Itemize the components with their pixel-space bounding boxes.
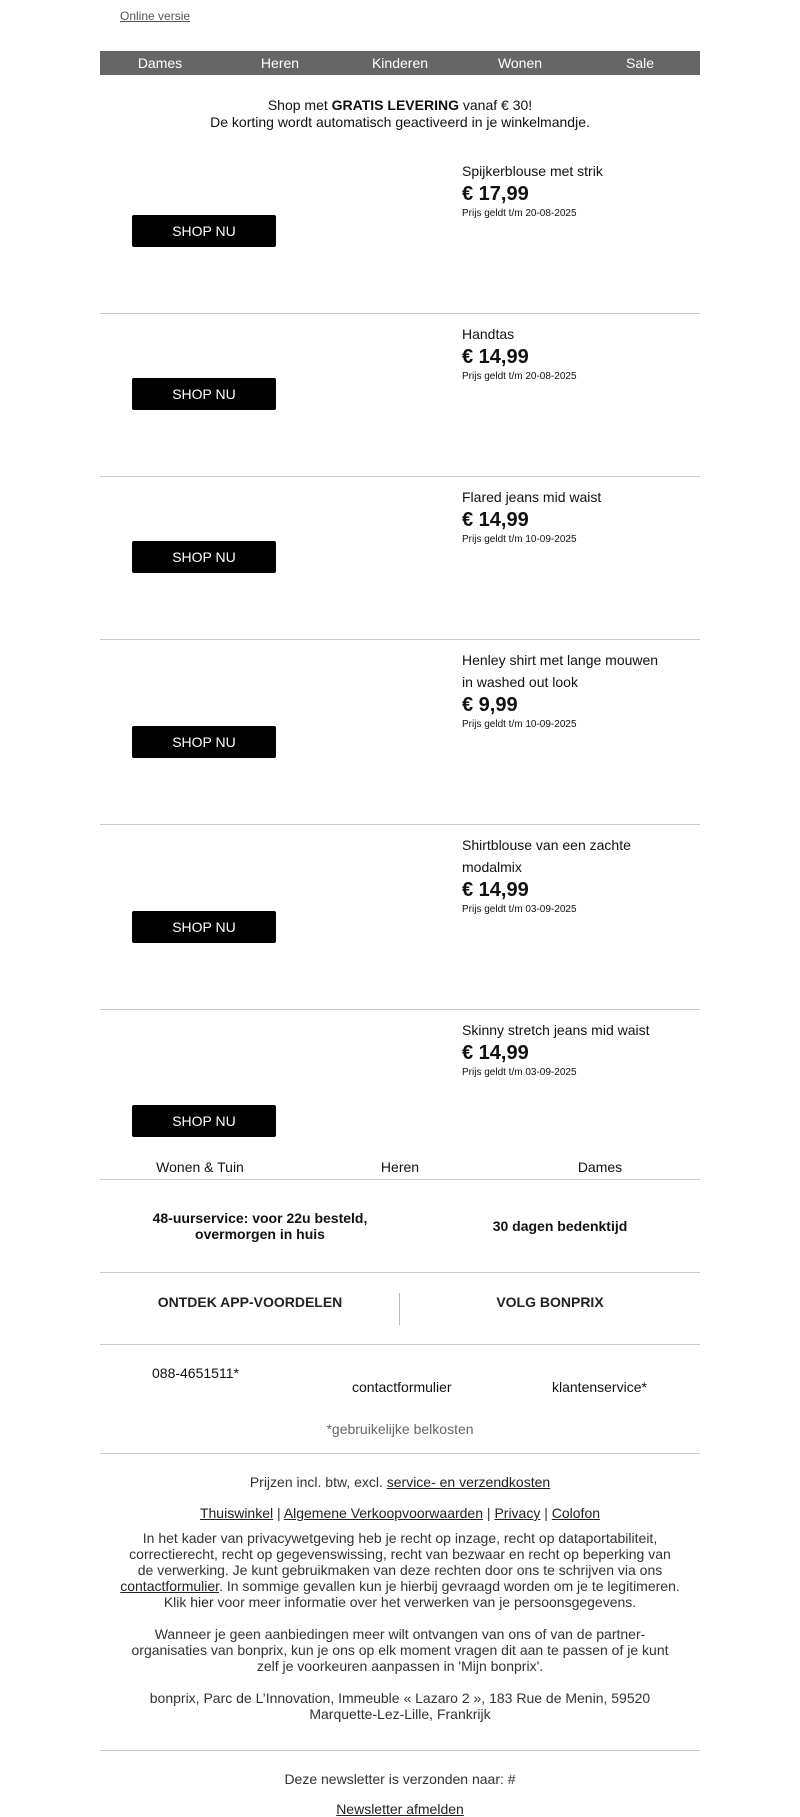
terms-link[interactable]: Algemene Verkoopvoorwaarden	[283, 1505, 484, 1521]
app-follow-bar	[100, 1273, 700, 1345]
sent-to-text: Deze newsletter is verzonden naar: #	[284, 1771, 516, 1787]
shop-now-button[interactable]: SHOP NU	[132, 911, 276, 943]
newsletter	[100, 0, 700, 1817]
usp-delivery: 48-uurservice: voor 22u besteld, overmorgen in huis	[152, 1210, 368, 1242]
product-price: € 14,99	[462, 1042, 529, 1064]
product-price: € 17,99	[462, 183, 529, 205]
price-validity: Prijs geldt t/m 10-09-2025	[462, 719, 577, 730]
shop-now-button[interactable]: SHOP NU	[132, 541, 276, 573]
nav-heren[interactable]: Heren	[260, 55, 300, 71]
product-card	[100, 477, 700, 640]
optout-text: Wanneer je geen aanbiedingen meer wilt ontvangen van ons of van de partner-organisaties van bonprix, kun je ons op elk moment vragen dit aan te passen of je kunt zelf je voorkeuren aanpassen in 'Mijn bonprix'.	[131, 1626, 669, 1674]
call-cost-note: *gebruikelijke belkosten	[100, 1421, 700, 1454]
divider	[399, 1293, 400, 1325]
shop-now-button[interactable]: SHOP NU	[132, 215, 276, 247]
product-card	[100, 1010, 700, 1159]
main-nav	[100, 51, 700, 75]
colofon-link[interactable]: Colofon	[551, 1505, 601, 1521]
phone-number[interactable]: 088-4651511*	[152, 1365, 239, 1381]
product-list	[100, 151, 700, 1159]
product-card	[100, 825, 700, 1010]
contact-form-link[interactable]: contactformulier	[352, 1379, 452, 1395]
nav-wonen[interactable]: Wonen	[497, 55, 543, 71]
nav-kinderen[interactable]: Kinderen	[371, 55, 429, 71]
product-info	[462, 1019, 672, 1081]
product-info	[462, 834, 672, 918]
product-card	[100, 314, 700, 477]
product-info	[462, 649, 672, 733]
product-name[interactable]: Shirtblouse van een zachte modalmix	[462, 837, 631, 875]
promo-banner	[100, 75, 700, 131]
shop-now-button[interactable]: SHOP NU	[132, 378, 276, 410]
footer	[100, 1474, 700, 1722]
product-name[interactable]: Henley shirt met lange mouwen in washed out look	[462, 652, 659, 690]
privacy-contact-form-link[interactable]: contactformulier	[120, 1578, 220, 1594]
prices-note: Prijzen incl. btw, excl. service- en verzendkosten	[249, 1474, 551, 1490]
newsletter-footer	[100, 1750, 700, 1817]
product-name[interactable]: Spijkerblouse met strik	[462, 163, 603, 179]
product-info	[462, 160, 672, 222]
shipping-costs-link[interactable]: service- en verzendkosten	[386, 1474, 551, 1490]
customer-service-link[interactable]: klantenservice*	[552, 1379, 647, 1395]
price-validity: Prijs geldt t/m 20-08-2025	[462, 371, 577, 382]
product-name[interactable]: Skinny stretch jeans mid waist	[462, 1022, 650, 1038]
price-validity: Prijs geldt t/m 20-08-2025	[462, 208, 577, 219]
price-validity: Prijs geldt t/m 03-09-2025	[462, 904, 577, 915]
shop-now-button[interactable]: SHOP NU	[132, 726, 276, 758]
nav-sale[interactable]: Sale	[625, 55, 655, 71]
product-price: € 9,99	[462, 694, 518, 716]
online-version-bar	[100, 0, 700, 51]
online-version-link[interactable]: Online versie	[120, 9, 191, 23]
category-wonen-tuin[interactable]: Wonen & Tuin	[156, 1159, 244, 1175]
category-heren[interactable]: Heren	[380, 1159, 420, 1175]
category-dames[interactable]: Dames	[577, 1159, 623, 1175]
product-card	[100, 151, 700, 314]
category-links	[100, 1159, 700, 1180]
privacy-text: In het kader van privacywetgeving heb je recht op inzage, recht op dataportabiliteit, correctierecht, recht op gegevenswissing, recht van bezwaar en recht op beperking van de verwerking. Je kunt gebruikmaken van deze rechten door ons te schrijven via ons contactformulier. In sommige gevallen kun je hierbij gevraagd worden om je te legitimeren. Klik hier voor meer informatie over het verwerken van je persoonsgegevens.	[120, 1530, 680, 1610]
product-price: € 14,99	[462, 346, 529, 368]
price-validity: Prijs geldt t/m 03-09-2025	[462, 1067, 577, 1078]
promo-line-1: Shop met GRATIS LEVERING vanaf € 30!	[267, 97, 533, 113]
price-validity: Prijs geldt t/m 10-09-2025	[462, 534, 577, 545]
product-info	[462, 323, 672, 385]
product-name[interactable]: Handtas	[462, 326, 515, 342]
shop-now-button[interactable]: SHOP NU	[132, 1105, 276, 1137]
usp-bar	[100, 1180, 700, 1273]
promo-line-2: De korting wordt automatisch geactiveerd in je winkelmandje.	[210, 114, 590, 130]
product-info	[462, 486, 672, 548]
product-card	[100, 640, 700, 825]
privacy-here-link[interactable]: hier	[190, 1594, 214, 1610]
product-name[interactable]: Flared jeans mid waist	[462, 489, 602, 505]
privacy-link[interactable]: Privacy	[494, 1505, 541, 1521]
product-price: € 14,99	[462, 509, 529, 531]
thuiswinkel-link[interactable]: Thuiswinkel	[199, 1505, 274, 1521]
app-benefits-link[interactable]: ONTDEK APP-VOORDELEN	[157, 1294, 343, 1310]
unsubscribe-link[interactable]: Newsletter afmelden	[336, 1801, 464, 1817]
follow-bonprix-link[interactable]: VOLG BONPRIX	[496, 1294, 604, 1310]
legal-links: Thuiswinkel | Algemene Verkoopvoorwaarden | Privacy | Colofon	[199, 1505, 601, 1521]
contact-section	[100, 1345, 700, 1421]
nav-dames[interactable]: Dames	[137, 55, 183, 71]
usp-return: 30 dagen bedenktijd	[492, 1218, 628, 1234]
product-price: € 14,99	[462, 879, 529, 901]
company-address: bonprix, Parc de L’Innovation, Immeuble « Lazaro 2 », 183 Rue de Menin, 59520 Marquette-Lez-Lille, Frankrijk	[149, 1690, 651, 1722]
